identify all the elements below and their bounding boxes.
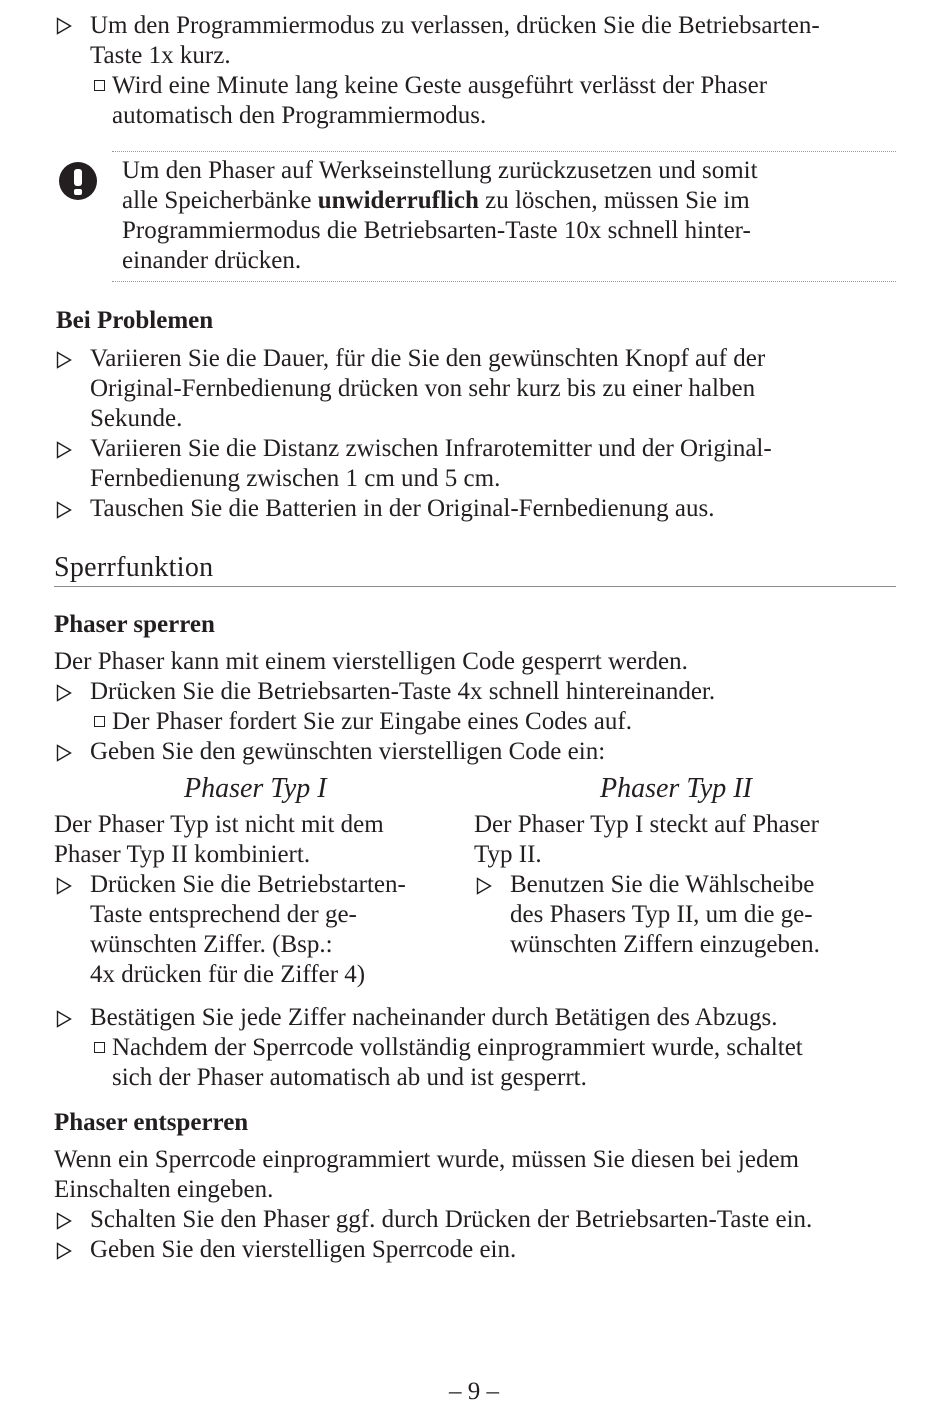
type2-step-line2: des Phasers Typ II, um die ge- [510,901,813,928]
section-title-sperrfunktion: Sperrfunktion [54,552,214,583]
problems-heading: Bei Problemen [56,307,214,334]
triangle-bullet-icon [56,877,72,895]
problem-tip1-line2: Original-Fernbedienung drücken von sehr kurz bis zu einer halben [90,375,756,402]
type1-desc-line1: Der Phaser Typ ist nicht mit dem [54,811,384,838]
section-divider [54,586,896,587]
problem-tip1-line3: Sekunde. [90,405,183,432]
triangle-bullet-icon [56,441,72,459]
triangle-bullet-icon [56,1242,72,1260]
type2-step-line1: Benutzen Sie die Wählscheibe [510,871,815,898]
type2-desc-line2: Typ II. [474,841,542,868]
lock-step3-result-line2: sich der Phaser automatisch ab und ist gesperrt. [112,1064,587,1091]
triangle-bullet-icon [56,684,72,702]
exit-instruction-line1: Um den Programmiermodus zu verlassen, drücken Sie die Betriebsarten- [90,12,820,39]
auto-exit-note-line1: Wird eine Minute lang keine Geste ausgeführt verlässt der Phaser [112,72,768,99]
triangle-bullet-icon [476,877,492,895]
warning-line3: Programmiermodus die Betriebsarten-Taste 10x schnell hinter- [122,217,751,244]
warning-top-divider [112,151,896,152]
lock-step1-result: Der Phaser fordert Sie zur Eingabe eines Codes auf. [112,708,632,735]
triangle-bullet-icon [56,1212,72,1230]
warning-line4: einander drücken. [122,247,302,274]
problem-tip2-line2: Fernbedienung zwischen 1 cm und 5 cm. [90,465,501,492]
type1-step-line1: Drücken Sie die Betriebstarten- [90,871,406,898]
type1-desc-line2: Phaser Typ II kombiniert. [54,841,311,868]
unlock-step2: Geben Sie den vierstelligen Sperrcode ein. [90,1236,517,1263]
triangle-bullet-icon [56,1010,72,1028]
problem-tip1-line1: Variieren Sie die Dauer, für die Sie den gewünschten Knopf auf der [90,345,766,372]
unlock-step1: Schalten Sie den Phaser ggf. durch Drücken der Betriebsarten-Taste ein. [90,1206,813,1233]
unlock-intro-line1: Wenn ein Sperrcode einprogrammiert wurde, müssen Sie diesen bei jedem [54,1146,799,1173]
lock-step2: Geben Sie den gewünschten vierstelligen Code ein: [90,738,606,765]
warning-line1: Um den Phaser auf Werkseinstellung zurückzusetzen und somit [122,157,758,184]
square-result-icon [94,1042,105,1053]
triangle-bullet-icon [56,501,72,519]
exclamation-warning-icon [59,162,97,200]
lock-step3: Bestätigen Sie jede Ziffer nacheinander durch Betätigen des Abzugs. [90,1004,778,1031]
type2-desc-line1: Der Phaser Typ I steckt auf Phaser [474,811,819,838]
warning-bottom-divider [112,281,896,282]
problem-tip3-line1: Tauschen Sie die Batterien in der Original-Fernbedienung aus. [90,495,715,522]
type1-step-line3: wünschten Ziffer. (Bsp.: [90,931,333,958]
square-result-icon [94,716,105,727]
type1-title: Phaser Typ I [184,773,327,804]
triangle-bullet-icon [56,17,72,35]
type1-step-line4: 4x drücken für die Ziffer 4) [90,961,366,988]
problem-tip2-line1: Variieren Sie die Distanz zwischen Infrarotemitter und der Original- [90,435,772,462]
square-result-icon [94,80,105,91]
unlock-heading: Phaser entsperren [54,1109,249,1136]
unlock-intro-line2: Einschalten eingeben. [54,1176,274,1203]
lock-step1: Drücken Sie die Betriebsarten-Taste 4x schnell hintereinander. [90,678,716,705]
lock-step3-result-line1: Nachdem der Sperrcode vollständig einprogrammiert wurde, schaltet [112,1034,803,1061]
triangle-bullet-icon [56,744,72,762]
warning-line2: alle Speicherbänke unwiderruflich zu löschen, müssen Sie im [122,187,750,214]
type2-step-line3: wünschten Ziffern einzugeben. [510,931,820,958]
triangle-bullet-icon [56,351,72,369]
type2-title: Phaser Typ II [600,773,752,804]
lock-intro: Der Phaser kann mit einem vierstelligen Code gesperrt werden. [54,648,688,675]
type1-step-line2: Taste entsprechend der ge- [90,901,357,928]
exit-instruction-line2: Taste 1x kurz. [90,42,231,69]
auto-exit-note-line2: automatisch den Programmiermodus. [112,102,487,129]
lock-heading: Phaser sperren [54,611,215,638]
page-number: – 9 – [449,1378,499,1405]
warning-emphasis: unwiderruflich [317,187,479,214]
